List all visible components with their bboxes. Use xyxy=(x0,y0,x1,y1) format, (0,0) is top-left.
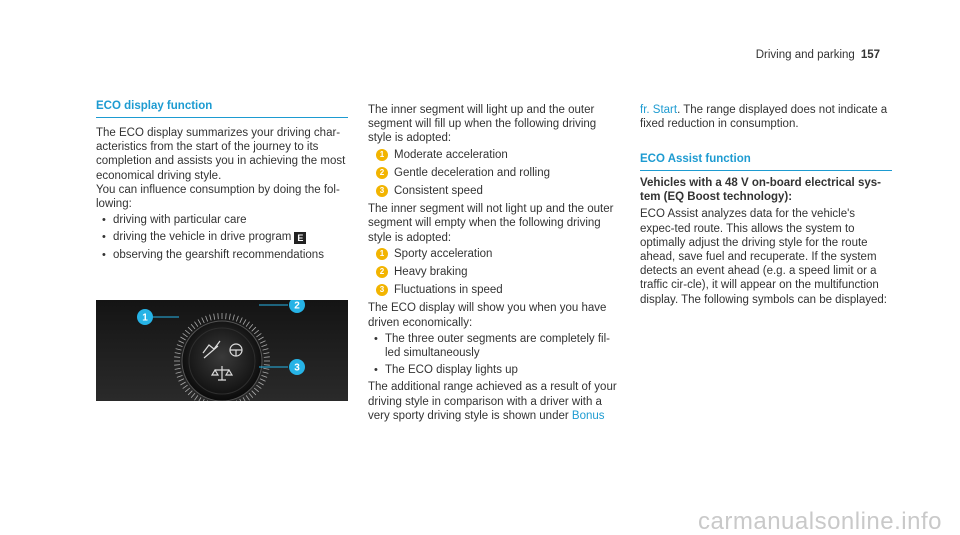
svg-text:2: 2 xyxy=(294,300,300,312)
eco-display-title: ECO display function xyxy=(96,99,348,118)
watermark: carmanualsonline.info xyxy=(698,507,942,535)
dial-tick xyxy=(264,365,270,366)
eco-display-intro: The ECO display summarizes your driving char-acteristics from the start of the journey to its completion and assists you in achieving the most economical driving style. xyxy=(96,127,346,182)
fr-start-link[interactable]: fr. Start xyxy=(640,104,678,116)
dial-tick xyxy=(174,365,180,366)
col1-text xyxy=(96,126,348,265)
sporty-list xyxy=(368,247,620,298)
driven-economically-text: The ECO display will show you when you have driven economically: xyxy=(368,302,607,329)
economical-indicator-list xyxy=(368,332,620,378)
number-badge-icon: 2 xyxy=(376,167,388,179)
drive-program-e-icon: E xyxy=(294,232,306,244)
col2-text xyxy=(368,103,620,423)
bullet-icon: • xyxy=(374,364,378,377)
bullet-icon: • xyxy=(102,214,106,227)
influence-text: You can influence consumption by doing the fol-lowing: xyxy=(96,183,340,211)
list-item: • The ECO display lights up xyxy=(374,364,518,377)
eco-display-figure xyxy=(96,300,348,401)
additional-range-text: The additional range achieved as a result of your driving style in comparison with a driver with a very sporty driving style is shown under Bonus xyxy=(368,381,617,422)
list-item: • observing the gearshift recommendations xyxy=(102,248,324,261)
list-item: • The three outer segments are completely fil-led simultaneously xyxy=(374,332,610,360)
page-number: 157 xyxy=(860,49,880,61)
col3-assist-text xyxy=(640,176,892,307)
list-item: 2 Gentle deceleration and rolling xyxy=(368,166,620,180)
svg-text:1: 1 xyxy=(142,312,148,324)
number-badge-icon: 2 xyxy=(376,266,388,278)
bonus-link[interactable]: Bonus xyxy=(571,409,605,422)
callout-3 xyxy=(289,359,305,375)
range-note: fr. Start. The range displayed does not indicate a fixed reduction in consumption. xyxy=(640,104,888,131)
economical-list xyxy=(368,148,620,199)
list-item: • driving with particular care xyxy=(102,214,247,227)
number-badge-icon: 1 xyxy=(376,149,388,161)
list-item: 1 Moderate acceleration xyxy=(368,148,620,162)
eco-display-illustration xyxy=(96,300,348,401)
eco-assist-title: ECO Assist function xyxy=(640,152,892,171)
dial-tick xyxy=(264,357,270,358)
list-item: • driving the vehicle in drive program E xyxy=(96,230,348,244)
list-item: 1 Sporty acceleration xyxy=(368,247,620,261)
eco-assist-description: ECO Assist analyzes data for the vehicle's expec-ted route. This allows the system to optimally adjust the driving style for the route ahead, save fuel and recuperate. If the system detects an event ahead (e.g. a speed limit or a traffic cir-cle), it will appear on the multifunction display. The following symbols can be displayed: xyxy=(640,208,887,306)
light-up-text: The inner segment will light up and the outer segment will fill up when the following driving style is adopted: xyxy=(368,104,597,145)
eco-assist-subtitle: Vehicles with a 48 V on-board electrical sys-tem (EQ Boost technology): xyxy=(640,177,881,204)
dial-tick xyxy=(218,313,219,319)
number-badge-icon: 3 xyxy=(376,284,388,296)
not-light-up-text: The inner segment will not light up and the outer segment will empty when the following driving style is adopted: xyxy=(368,203,614,244)
number-badge-icon: 1 xyxy=(376,248,388,260)
svg-text:3: 3 xyxy=(294,362,300,374)
bullet-icon: • xyxy=(374,332,378,345)
list-item: 3 Consistent speed xyxy=(368,184,620,198)
bullet-icon: • xyxy=(102,248,106,261)
page-header xyxy=(756,48,880,62)
list-item: 2 Heavy braking xyxy=(368,265,620,279)
dial-tick xyxy=(226,313,227,319)
number-badge-icon: 3 xyxy=(376,185,388,197)
callout-1 xyxy=(137,309,153,325)
section-name: Driving and parking xyxy=(755,49,855,61)
dial-tick xyxy=(174,357,180,358)
bullet-icon: • xyxy=(102,231,106,244)
list-item: 3 Fluctuations in speed xyxy=(368,283,620,297)
influence-list xyxy=(96,213,348,262)
col3-text xyxy=(640,103,892,131)
